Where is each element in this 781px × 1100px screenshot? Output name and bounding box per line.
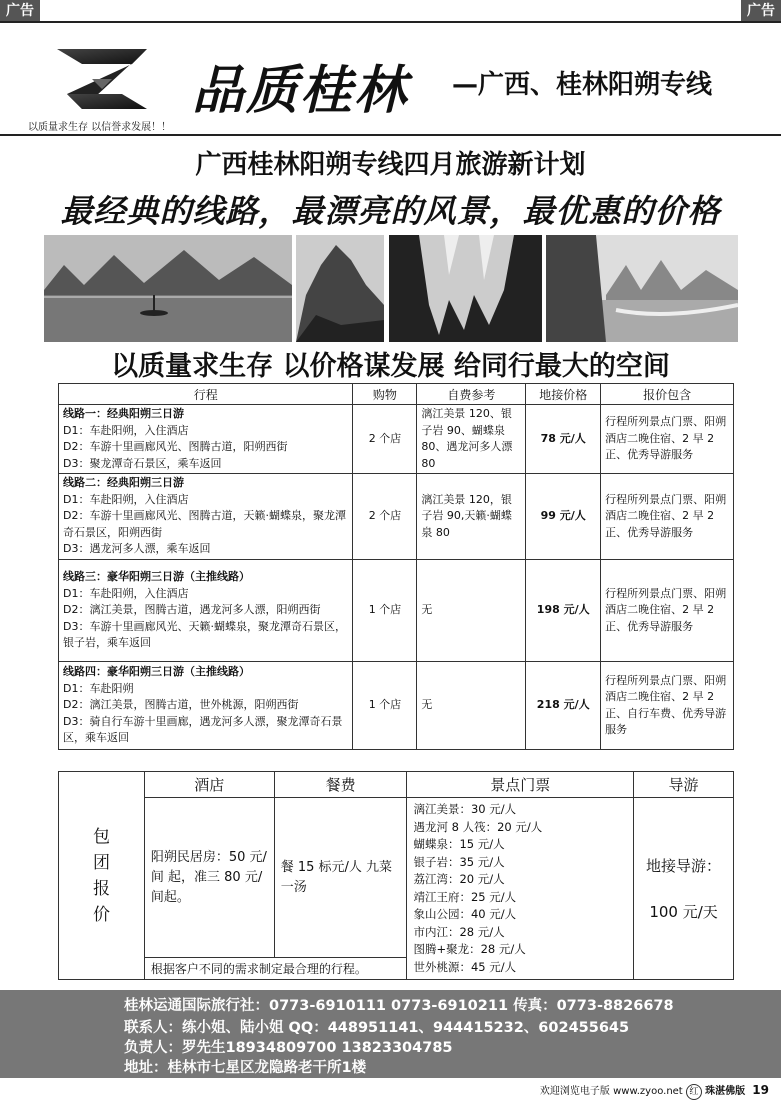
spot-item: 遇龙河 8 人筏：20 元/人 bbox=[413, 819, 543, 834]
guide-price: 100 元/天 bbox=[649, 902, 718, 921]
brand-title: 品质桂林 bbox=[192, 61, 409, 121]
footer-manager: 负责人：罗先生18934809700 13823304785 bbox=[124, 1040, 453, 1056]
welcome-text: 欢迎浏览电子版 bbox=[539, 1086, 610, 1097]
route-day: D3：车游十里画廊风光、天籁·蝴蝶泉，聚龙潭奇石景区，银子岩，乘车返回 bbox=[63, 619, 346, 650]
col-hotel: 酒店 bbox=[144, 772, 274, 798]
includes-cell: 行程所列景点门票、阳朔酒店二晚住宿、2 早 2 正、优秀导游服务 bbox=[601, 405, 734, 474]
routes-table-header bbox=[59, 384, 734, 405]
brand-subtitle: —广西、桂林阳朔专线 bbox=[452, 70, 713, 100]
itinerary-cell bbox=[59, 662, 353, 750]
route-day: D2：车游十里画廊风光、图腾古道，阳朔西街 bbox=[63, 440, 288, 453]
header bbox=[0, 30, 781, 135]
table-row bbox=[59, 405, 734, 474]
route-title: 线路四：豪华阳朔三日游（主推线路） bbox=[63, 665, 250, 679]
route-day: D3：骑自行车游十里画廊，遇龙河多人漂，聚龙潭奇石景区，乘车返回 bbox=[63, 714, 343, 745]
guide-label: 地接导游： bbox=[646, 856, 722, 875]
package-label-char: 团 bbox=[92, 852, 110, 873]
optional-cell: 无 bbox=[417, 662, 526, 750]
includes-cell: 行程所列景点门票、阳朔酒店二晚住宿、2 早 2 正、优秀导游服务 bbox=[601, 474, 734, 560]
spot-item: 漓江美景：30 元/人 bbox=[413, 802, 517, 816]
col-optional: 自费参考 bbox=[417, 384, 526, 405]
route-day: D2：漓江美景，图腾古道，遇龙河多人漂，阳朔西街 bbox=[63, 603, 321, 617]
photo-strip bbox=[44, 235, 738, 342]
itinerary-cell bbox=[59, 560, 353, 662]
table-row bbox=[59, 662, 734, 750]
shopping-cell: 2 个店 bbox=[353, 405, 417, 474]
header-rule bbox=[0, 134, 781, 136]
badge-icon: 红 bbox=[686, 1084, 702, 1100]
spot-item: 靖江王府：25 元/人 bbox=[413, 889, 517, 904]
route-title: 线路一：经典阳朔三日游 bbox=[63, 407, 184, 420]
photo-cave bbox=[389, 235, 542, 342]
col-includes: 报价包含 bbox=[601, 384, 734, 405]
footer-address: 地址：桂林市七星区龙隐路老干所1楼 bbox=[124, 1060, 367, 1076]
price-cell: 99 元/人 bbox=[526, 474, 601, 560]
shopping-cell: 1 个店 bbox=[353, 560, 417, 662]
photo-river-boat bbox=[44, 235, 292, 342]
col-shopping: 购物 bbox=[353, 384, 417, 405]
includes-cell: 行程所列景点门票、阳朔酒店二晚住宿、2 早 2 正、优秀导游服务 bbox=[601, 560, 734, 662]
includes-cell: 行程所列景点门票、阳朔酒店二晚住宿、2 早 2 正、自行车费、优秀导游服务 bbox=[601, 662, 734, 750]
route-day: D1：车赴阳朔，入住酒店 bbox=[63, 423, 189, 437]
ad-tag-right: 广告 bbox=[741, 0, 781, 22]
slogan-small: 以质量求生存 以信誉求发展！！ bbox=[28, 122, 172, 133]
package-label bbox=[59, 772, 145, 980]
col-itinerary: 行程 bbox=[59, 384, 353, 405]
spot-item: 市内江：28 元/人 bbox=[413, 924, 505, 939]
spot-item: 蝴蝶泉：15 元/人 bbox=[413, 837, 505, 851]
guide-cell bbox=[634, 798, 734, 980]
photo-countryside bbox=[546, 235, 738, 342]
photo-karst-peak bbox=[296, 235, 384, 342]
shopping-cell: 1 个店 bbox=[353, 662, 417, 750]
route-day: D3：遇龙河多人漂，乘车返回 bbox=[63, 542, 211, 556]
footer-contacts: 联系人：练小姐、陆小姐 QQ：448951141、944415232、602455645 bbox=[124, 1020, 630, 1036]
edition-label: 珠湛佛版 bbox=[705, 1086, 746, 1097]
spot-item: 图腾+聚龙：28 元/人 bbox=[413, 942, 526, 956]
optional-cell: 无 bbox=[417, 560, 526, 662]
spot-item: 象山公园：40 元/人 bbox=[413, 907, 517, 921]
route-title: 线路二：经典阳朔三日游 bbox=[63, 476, 184, 490]
package-body-row bbox=[59, 798, 734, 958]
page-number: 19 bbox=[752, 1083, 769, 1097]
site-link[interactable]: www.zyoo.net bbox=[613, 1086, 683, 1097]
price-cell: 78 元/人 bbox=[526, 405, 601, 474]
spots-cell bbox=[407, 798, 634, 980]
spot-item: 世外桃源：45 元/人 bbox=[413, 959, 517, 974]
spot-item: 银子岩：35 元/人 bbox=[413, 854, 505, 869]
package-label-char: 价 bbox=[92, 904, 110, 925]
ad-tag-left: 广告 bbox=[0, 0, 40, 22]
page-title: 广西桂林阳朔专线四月旅游新计划 bbox=[195, 150, 586, 180]
itinerary-cell bbox=[59, 405, 353, 474]
route-day: D3：聚龙潭奇石景区，乘车返回 bbox=[63, 456, 222, 470]
package-header-row bbox=[59, 772, 734, 798]
col-guide: 导游 bbox=[634, 772, 734, 798]
meal-cell: 餐 15 标元/人 九菜一汤 bbox=[274, 798, 407, 958]
route-day: D1：车赴阳朔，入住酒店 bbox=[63, 492, 189, 506]
optional-cell: 漓江美景 120，银子岩 90,天籁·蝴蝶泉 80 bbox=[417, 474, 526, 560]
top-rule bbox=[0, 21, 781, 23]
routes-table bbox=[58, 383, 734, 750]
col-meal: 餐费 bbox=[274, 772, 407, 798]
page-subtitle: 最经典的线路，最漂亮的风景，最优惠的价格 bbox=[60, 192, 721, 230]
optional-cell: 漓江美景 120、银子岩 90、蝴蝶泉 80、遇龙河多人漂 80 bbox=[417, 405, 526, 474]
spot-item: 荔江湾：20 元/人 bbox=[413, 872, 505, 886]
col-price: 地接价格 bbox=[526, 384, 601, 405]
route-day: D1：车赴阳朔，入住酒店 bbox=[63, 586, 189, 600]
route-day: D2：漓江美景，图腾古道，世外桃源，阳朔西街 bbox=[63, 698, 299, 712]
package-note: 根据客户不同的需求制定最合理的行程。 bbox=[144, 958, 407, 980]
price-cell: 198 元/人 bbox=[526, 560, 601, 662]
package-price-table bbox=[58, 771, 734, 980]
footer-agency: 桂林运通国际旅行社：0773-6910111 0773-6910211 传真：0773-8826678 bbox=[124, 998, 674, 1014]
page-footer bbox=[540, 1082, 769, 1100]
itinerary-cell bbox=[59, 474, 353, 560]
col-spots: 景点门票 bbox=[407, 772, 634, 798]
table-row bbox=[59, 560, 734, 662]
package-label-char: 报 bbox=[92, 878, 110, 899]
table-row bbox=[59, 474, 734, 560]
brand-logo-icon bbox=[52, 44, 152, 114]
route-title: 线路三：豪华阳朔三日游（主推线路） bbox=[63, 570, 250, 584]
footer-contact bbox=[0, 990, 781, 1078]
shopping-cell: 2 个店 bbox=[353, 474, 417, 560]
price-cell: 218 元/人 bbox=[526, 662, 601, 750]
hotel-cell: 阳朔民居房：50 元/间 起，准三 80 元/间起。 bbox=[144, 798, 274, 958]
slogan-banner: 以质量求生存 以价格谋发展 给同行最大的空间 bbox=[111, 351, 670, 382]
route-day: D2：车游十里画廊风光、图腾古道，天籁·蝴蝶泉，聚龙潭奇石景区，阳朔西街 bbox=[63, 509, 346, 539]
route-day: D1：车赴阳朔 bbox=[63, 681, 134, 695]
package-label-char: 包 bbox=[92, 826, 110, 847]
